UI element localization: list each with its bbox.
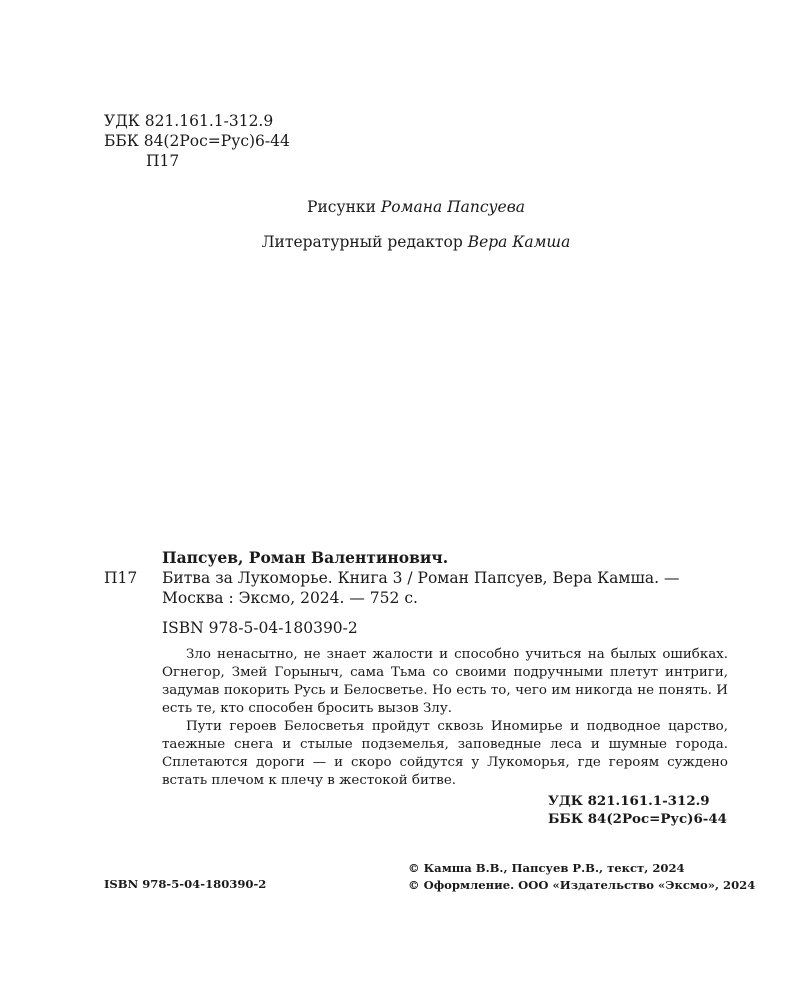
copyright-block [408, 860, 755, 894]
illustrations-credit [0, 198, 800, 216]
bibliographic-record [104, 548, 728, 790]
annotation-paragraph-1: Зло ненасытно, не знает жалости и способно учиться на былых ошибках. Огнегор, Змей Горыныч, сама Тьма со своими подручными плетут интриги, задумав покорить Русь и Белосветье. Но есть то, чего им никогда не понять. И есть те, кто способен бросить вызов Злу. [162, 647, 728, 716]
bbk-code-repeat: ББК 84(2Рос=Рус)6-44 [547, 811, 727, 827]
illustrations-label: Рисунки [307, 198, 376, 216]
annotation [104, 646, 728, 790]
copyright-design: © Оформление. ООО «Издательство «Эксмо», 2024 [408, 878, 756, 892]
record-author: Папсуев, Роман Валентинович. [162, 548, 449, 567]
record-isbn: ISBN 978-5-04-180390-2 [162, 619, 358, 637]
footer-isbn: ISBN 978-5-04-180390-2 [104, 877, 267, 891]
classification-codes [104, 111, 290, 171]
annotation-paragraph-2: Пути героев Белосветья пройдут сквозь Иномирье и подводное царство, таежные снега и стылые подземелья, заповедные леса и шумные города. Сплетаются дороги — и скоро сойдутся у Лукоморья, где героям суждено встать плечом к плечу в жестокой битве. [162, 719, 728, 788]
illustrator-name: Романа Папсуева [380, 198, 525, 216]
editor-label: Литературный редактор [261, 233, 463, 251]
record-title-line: Битва за Лукоморье. Книга 3 / Роман Папсуев, Вера Камша. — [162, 569, 680, 587]
udk-code-repeat: УДК 821.161.1-312.9 [547, 793, 710, 809]
classification-codes-repeat [548, 792, 727, 828]
udk-code: УДК 821.161.1-312.9 [104, 112, 274, 130]
record-publisher-line: Москва : Эксмо, 2024. — 752 с. [162, 589, 418, 607]
author-mark: П17 [146, 152, 180, 170]
editor-name: Вера Камша [467, 233, 571, 251]
copyright-text: © Камша В.В., Папсуев Р.В., текст, 2024 [408, 861, 685, 875]
record-author-mark: П17 [104, 569, 138, 587]
bbk-code: ББК 84(2Рос=Рус)6-44 [104, 132, 290, 150]
editor-credit [0, 233, 800, 251]
